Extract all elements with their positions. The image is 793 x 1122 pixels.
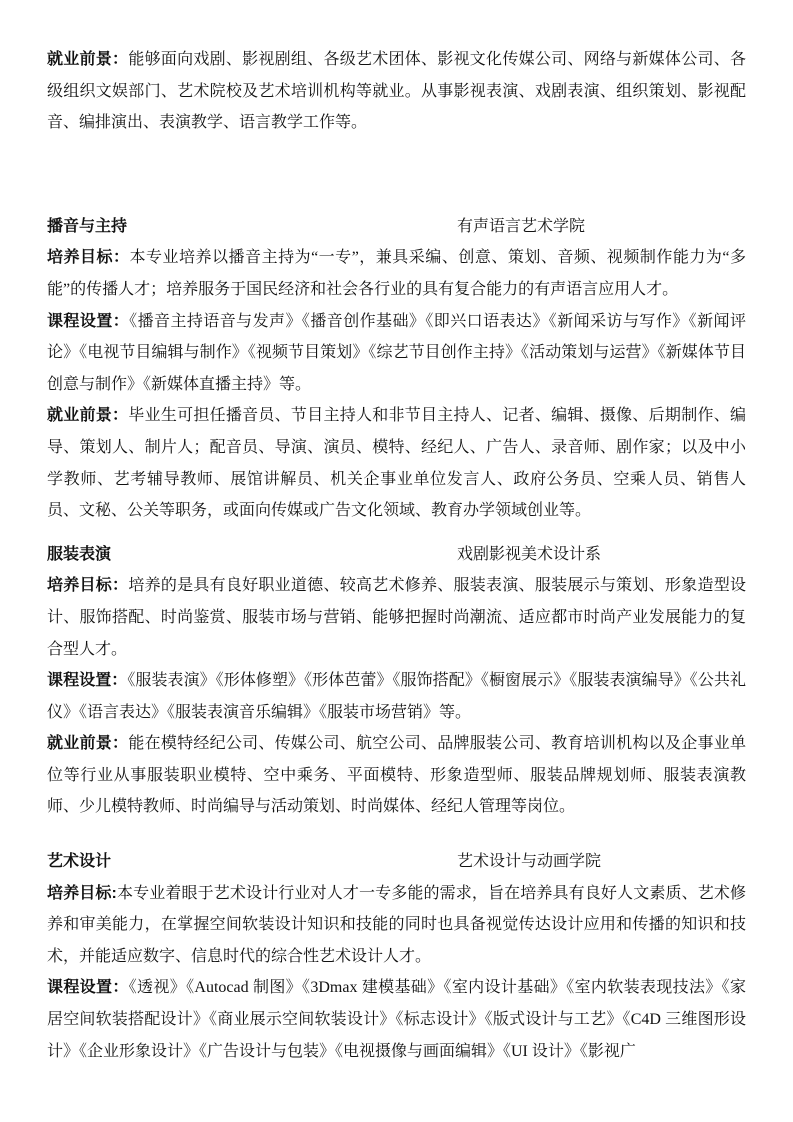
paragraph-text: 本专业着眼于艺术设计行业对人才一专多能的需求，旨在培养具有良好人文素质、艺术修养和审美能力，在掌握空间软装设计知识和技能的同时也具备视觉传达设计应用和传播的知识和技术，并能适应数字、信息时代的综合性艺术设计人才。	[47, 884, 746, 965]
section-header	[47, 539, 746, 571]
section-broadcasting-hosting	[47, 211, 746, 527]
paragraph-text: 《透视》《Autocad 制图》《3Dmax 建模基础》《室内设计基础》《室内软装表现技法》《家居空间软装搭配设计》《商业展示空间软装设计》《标志设计》《版式设计与工艺》《C4D 三维图形设计》《企业形象设计》《广告设计与包装》《电视摄像与画面编辑》《UI 设计》《影视广	[47, 979, 746, 1060]
paragraph-text: 培养的是具有良好职业道德、较高艺术修养、服装表演、服装展示与策划、形象造型设计、服饰搭配、时尚鉴赏、服装市场与营销、能够把握时尚潮流、适应都市时尚产业发展能力的复合型人才。	[47, 577, 746, 658]
intro-label: 就业前景：	[47, 51, 129, 68]
section-department: 戏剧影视美术设计系	[457, 545, 602, 563]
paragraph-label: 课程设置：	[47, 979, 129, 997]
section-title: 艺术设计	[47, 853, 112, 871]
objectives-paragraph	[47, 570, 746, 665]
intro-paragraph	[47, 44, 746, 139]
objectives-paragraph	[47, 242, 746, 305]
objectives-paragraph	[47, 878, 746, 973]
paragraph-text: 《服装表演》《形体修塑》《形体芭蕾》《服饰搭配》《橱窗展示》《服装表演编导》《公共礼仪》《语言表达》《服装表演音乐编辑》《服装市场营销》等。	[47, 672, 746, 721]
careers-paragraph	[47, 728, 746, 823]
careers-paragraph	[47, 400, 746, 526]
paragraph-text: 能在模特经纪公司、传媒公司、航空公司、品牌服装公司、教育培训机构以及企事业单位等行业从事服装职业模特、空中乘务、平面模特、形象造型师、服装品牌规划师、服装表演教师、少儿模特教师、时尚编导与活动策划、时尚媒体、经纪人管理等岗位。	[47, 735, 746, 816]
paragraph-label: 培养目标：	[47, 577, 129, 595]
paragraph-text: 毕业生可担任播音员、节目主持人和非节目主持人、记者、编辑、摄像、后期制作、编导、策划人、制片人；配音员、导演、演员、模特、经纪人、广告人、录音师、剧作家；以及中小学教师、艺考辅导教师、展馆讲解员、机关企事业单位发言人、政府公务员、空乘人员、销售人员、文秘、公关等职务，或面向传媒或广告文化领域、教育办学领域创业等。	[47, 407, 746, 520]
paragraph-label: 培养目标：	[47, 249, 130, 267]
courses-paragraph	[47, 306, 746, 401]
courses-paragraph	[47, 972, 746, 1067]
section-title: 服装表演	[47, 545, 112, 563]
paragraph-text: 《播音主持语音与发声》《播音创作基础》《即兴口语表达》《新闻采访与写作》《新闻评论》《电视节目编辑与制作》《视频节目策划》《综艺节目创作主持》《活动策划与运营》《新媒体节目创意与制作》《新媒体直播主持》等。	[47, 312, 746, 393]
paragraph-label: 就业前景：	[47, 407, 129, 425]
paragraph-label: 就业前景：	[47, 735, 129, 753]
section-department: 有声语言艺术学院	[457, 217, 586, 235]
section-art-design	[47, 846, 746, 1067]
paragraph-label: 课程设置：	[47, 312, 130, 330]
courses-paragraph	[47, 665, 746, 728]
section-header	[47, 846, 746, 878]
section-title: 播音与主持	[47, 217, 128, 235]
section-department: 艺术设计与动画学院	[457, 853, 602, 871]
intro-text: 能够面向戏剧、影视剧组、各级艺术团体、影视文化传媒公司、网络与新媒体公司、各级组织文娱部门、艺术院校及艺术培训机构等就业。从事影视表演、戏剧表演、组织策划、影视配音、编排演出、表演教学、语言教学工作等。	[47, 51, 746, 132]
section-header	[47, 211, 746, 243]
paragraph-label: 培养目标:	[47, 884, 117, 902]
paragraph-label: 课程设置：	[47, 672, 128, 690]
paragraph-text: 本专业培养以播音主持为“一专”，兼具采编、创意、策划、音频、视频制作能力为“多能”的传播人才；培养服务于国民经济和社会各行业的具有复合能力的有声语言应用人才。	[47, 249, 746, 298]
section-fashion-performance	[47, 539, 746, 823]
